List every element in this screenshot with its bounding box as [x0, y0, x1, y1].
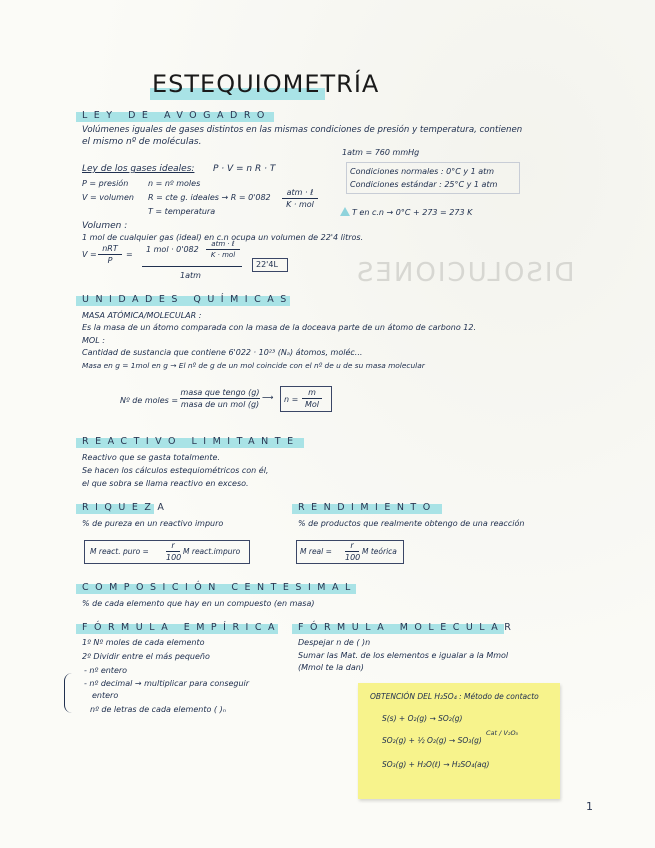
moles-den: masa de un mol (g)	[180, 400, 260, 409]
n-num: m	[308, 388, 316, 397]
v-fraction-bar	[142, 266, 242, 267]
v-unit-fraction	[206, 240, 240, 259]
t-definition: T = temperatura	[148, 207, 216, 216]
rendimiento-eq-left: M real =	[300, 547, 332, 556]
molecular-heading: FÓRMULA MOLECULAR	[298, 622, 518, 633]
volumen-label: Volumen :	[82, 221, 128, 231]
riqueza-l1: % de pureza en un reactivo impuro	[82, 519, 224, 528]
n-definition: n = nº moles	[148, 179, 201, 188]
mol-definition: Cantidad de sustancia que contiene 6'022 · 10²³ (Nₐ) átomos, moléc...	[82, 348, 363, 357]
v-result: 22'4L	[256, 260, 278, 269]
arrow-icon: ⟶	[262, 393, 274, 402]
sticky-reaction1: S(s) + O₂(g) → SO₂(g)	[382, 714, 463, 723]
atm-equivalence: 1atm = 760 mmHg	[342, 148, 420, 157]
mol-title: MOL :	[82, 336, 105, 345]
masa-definition: Es la masa de un átomo comparada con la masa de la doceava parte de un átomo de carbono 12.	[82, 323, 476, 332]
composicion-l1: % de cada elemento que hay en un compuesto (en masa)	[82, 599, 315, 608]
riqueza-num: r	[171, 541, 175, 550]
sticky-reaction3: SO₃(g) + H₂O(ℓ) → H₂SO₄(aq)	[382, 760, 490, 769]
reactivo-l1: Reactivo que se gasta totalmente.	[82, 453, 220, 462]
sticky-catalyst: Cat / V₂O₅	[486, 729, 519, 737]
empirica-step6: nº de letras de cada elemento ( )ₙ	[90, 705, 226, 714]
v-denominator: 1atm	[180, 271, 201, 280]
reactivo-l2: Se hacen los cálculos estequiométricos con él,	[82, 466, 269, 475]
composicion-heading: COMPOSICIÓN CENTESIMAL	[82, 582, 357, 593]
temperature-cn: T en c.n → 0°C + 273 = 273 K	[352, 208, 473, 217]
r-unit-num: atm · ℓ	[286, 188, 314, 197]
sticky-title: OBTENCIÓN DEL H₂SO₄ : Método de contacto	[370, 692, 539, 701]
empirica-step3: - nº entero	[84, 666, 128, 675]
riqueza-heading: RIQUEZA	[82, 502, 171, 513]
normal-conditions: Condiciones normales : 0°C y 1 atm	[350, 167, 495, 176]
v-numerator: 1 mol · 0'082	[146, 245, 199, 254]
nrt-num: nRT	[102, 244, 118, 253]
r-unit-den: K · mol	[286, 200, 314, 209]
molecular-l2: Sumar las Mat. de los elementos e igualar a la Mmol	[298, 651, 509, 660]
empirica-step1: 1º Nº moles de cada elemento	[82, 638, 205, 647]
v-unit-num: atm · ℓ	[211, 240, 235, 248]
moles-num: masa que tengo (g)	[180, 388, 260, 397]
warning-triangle-icon	[340, 207, 350, 216]
v-eq-mid: =	[126, 250, 133, 259]
empirica-step4: - nº decimal → multiplicar para conseguir	[84, 679, 250, 688]
gases-equation: P · V = n R · T	[213, 164, 276, 174]
n-moles-label: Nº de moles =	[120, 396, 179, 405]
avogadro-line2: el mismo nº de moléculas.	[82, 137, 202, 147]
sticky-reaction2: SO₂(g) + ½ O₂(g) → SO₃(g)	[382, 736, 482, 745]
rendimiento-num: r	[350, 541, 354, 550]
empirica-heading: FÓRMULA EMPÍRICA	[82, 622, 281, 633]
nrt-fraction	[98, 244, 122, 265]
riqueza-eq-right: M react.impuro	[183, 547, 241, 556]
v-definition: V = volumen	[82, 193, 134, 202]
n-fraction	[302, 388, 322, 409]
n-eq: n =	[284, 395, 299, 404]
rendimiento-den: 100	[345, 553, 361, 562]
rendimiento-heading: RENDIMIENTO	[298, 502, 437, 513]
r-unit-fraction	[282, 188, 318, 209]
avogadro-line1: Volúmenes iguales de gases distintos en las mismas condiciones de presión y temperatura, contienen	[82, 125, 523, 135]
brace-mark	[64, 673, 77, 713]
unidades-heading: UNIDADES QUÍMICAS	[82, 294, 293, 305]
gases-title: Ley de los gases ideales:	[82, 164, 195, 174]
empirica-step2: 2º Dividir entre el más pequeño	[82, 652, 210, 661]
molecular-l3: (Mmol te la dan)	[298, 663, 364, 672]
standard-conditions: Condiciones estándar : 25°C y 1 atm	[350, 180, 498, 189]
r-definition: R = cte g. ideales → R = 0'082	[148, 193, 271, 202]
volumen-line: 1 mol de cualquier gas (ideal) en c.n ocupa un volumen de 22'4 litros.	[82, 233, 364, 242]
sticky-note	[358, 683, 560, 799]
riqueza-den: 100	[166, 553, 182, 562]
reactivo-l3: el que sobra se llama reactivo en exceso.	[82, 479, 249, 488]
page-number: 1	[586, 800, 593, 813]
nrt-den: P	[107, 256, 113, 265]
avogadro-heading: LEY DE AVOGADRO	[82, 110, 271, 121]
moles-fraction	[180, 388, 260, 409]
rendimiento-l1: % de productos que realmente obtengo de una reacción	[298, 519, 525, 528]
masa-gramos: Masa en g = 1mol en g → El nº de g de un mol coincide con el nº de u de su masa molecular	[82, 361, 425, 370]
empirica-step5: entero	[92, 691, 119, 700]
bleed-through-text: DISOLUCIONES	[355, 258, 575, 288]
n-den: Mol	[304, 400, 320, 409]
v-eq-left: V =	[82, 250, 97, 259]
rendimiento-eq-right: M teórica	[362, 547, 397, 556]
riqueza-eq-left: M react. puro =	[90, 547, 149, 556]
p-definition: P = presión	[82, 179, 129, 188]
rendimiento-fraction	[345, 541, 359, 562]
v-unit-den: K · mol	[210, 251, 236, 259]
page-title: ESTEQUIOMETRÍA	[152, 70, 380, 98]
riqueza-fraction	[166, 541, 180, 562]
reactivo-heading: REACTIVO LIMITANTE	[82, 436, 300, 447]
masa-title: MASA ATÓMICA/MOLECULAR :	[82, 311, 202, 320]
molecular-l1: Despejar n de ( )n	[298, 638, 371, 647]
